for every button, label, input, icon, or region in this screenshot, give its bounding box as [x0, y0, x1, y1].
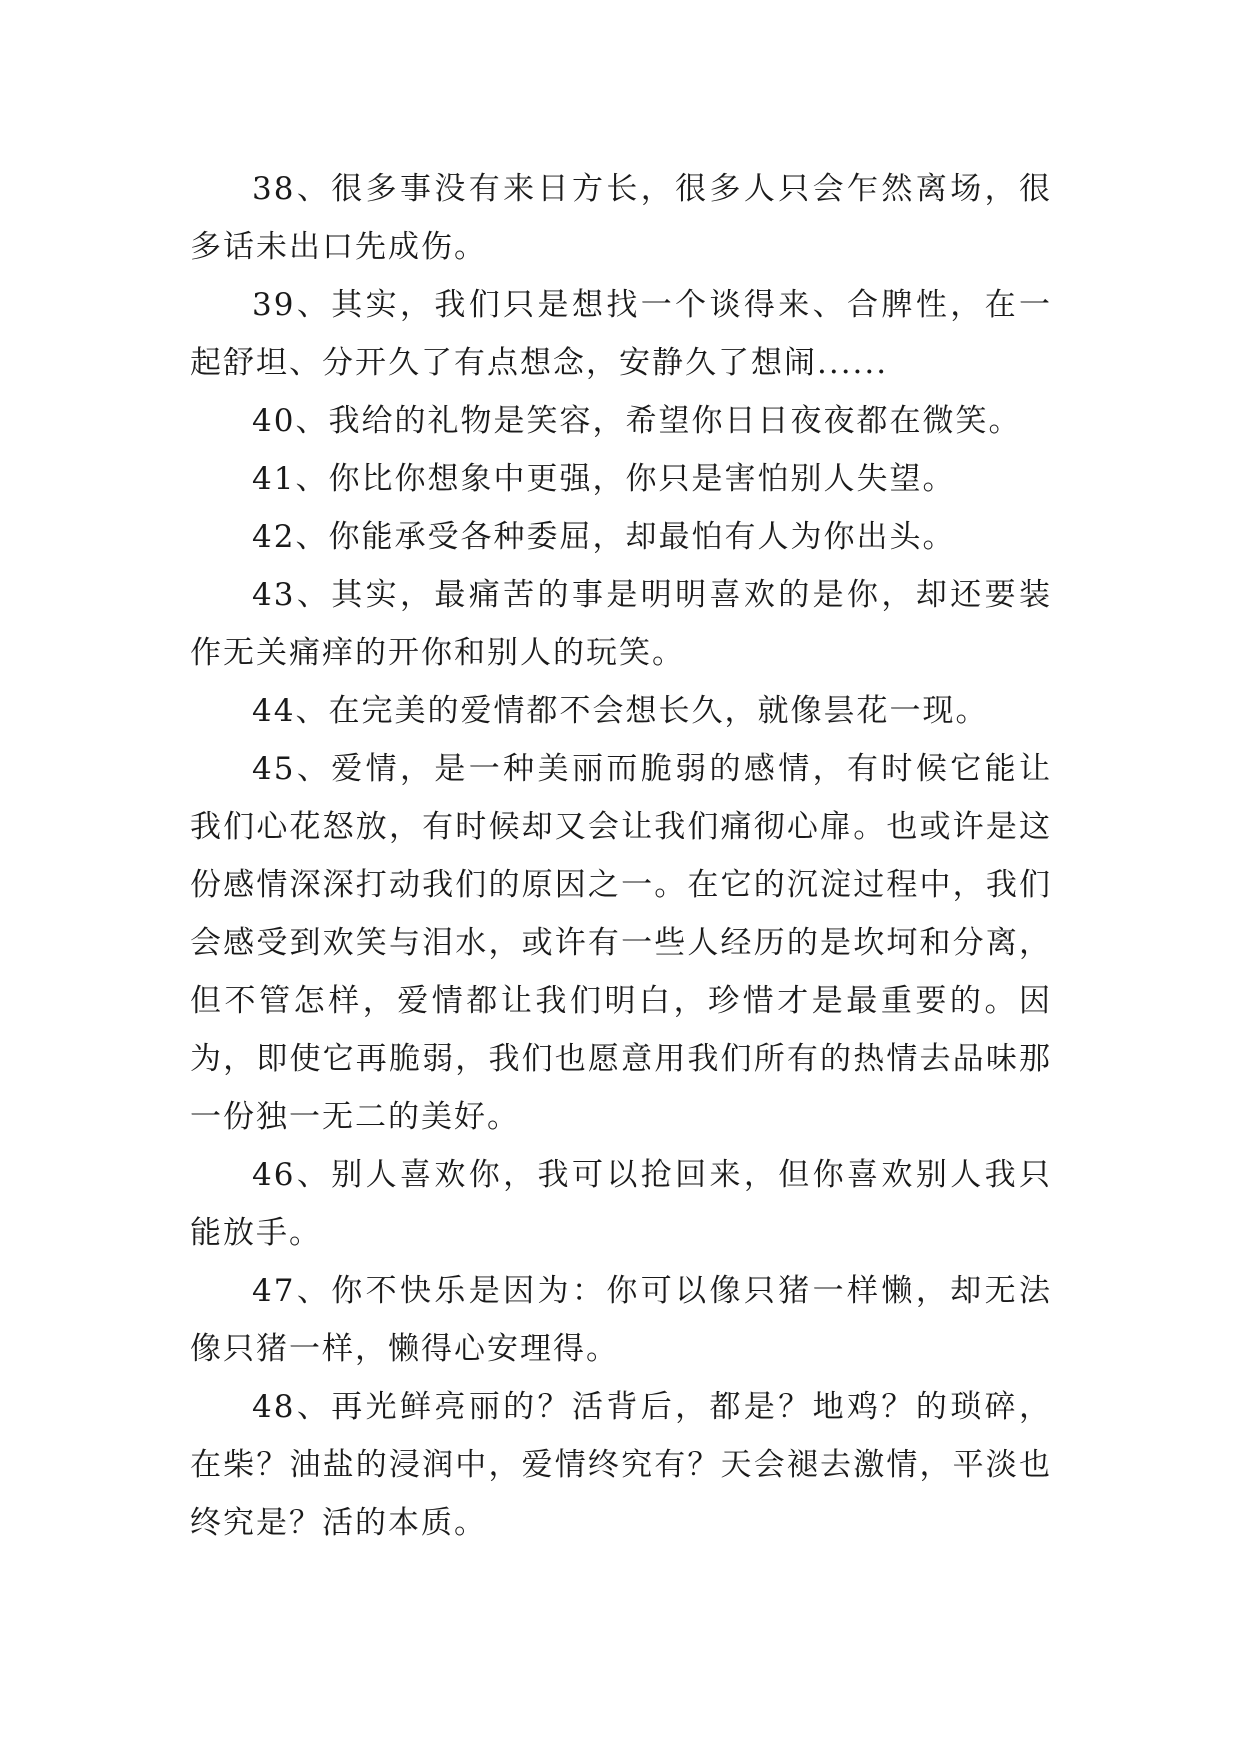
- paragraph-47: 47、你不快乐是因为：你可以像只猪一样懒，却无法像只猪一样，懒得心安理得。: [190, 1273, 1052, 1367]
- paragraph-48: 48、再光鲜亮丽的？活背后，都是？地鸡？的琐碎，在柴？油盐的浸润中，爱情终究有？天会褪去激情，平淡也终究是？活的本质。: [190, 1389, 1052, 1541]
- paragraph-42: 42、你能承受各种委屈，却最怕有人为你出头。: [252, 519, 956, 555]
- paragraph-40: 40、我给的礼物是笑容，希望你日日夜夜都在微笑。: [252, 403, 1022, 439]
- paragraph-39: 39、其实，我们只是想找一个谈得来、合脾性，在一起舒坦、分开久了有点想念，安静久了想闹......: [190, 287, 1052, 381]
- paragraph-44: 44、在完美的爱情都不会想长久，就像昙花一现。: [252, 693, 989, 729]
- paragraph-46: 46、别人喜欢你，我可以抢回来，但你喜欢别人我只能放手。: [190, 1157, 1052, 1251]
- paragraph-38: 38、很多事没有来日方长，很多人只会乍然离场，很多话未出口先成伤。: [190, 171, 1052, 265]
- document-body: [190, 160, 1052, 1552]
- paragraph-43: 43、其实，最痛苦的事是明明喜欢的是你，却还要装作无关痛痒的开你和别人的玩笑。: [190, 577, 1052, 671]
- paragraph-41: 41、你比你想象中更强，你只是害怕别人失望。: [252, 461, 956, 497]
- paragraph-45: 45、爱情，是一种美丽而脆弱的感情，有时候它能让我们心花怒放，有时候却又会让我们痛彻心扉。也或许是这份感情深深打动我们的原因之一。在它的沉淀过程中，我们会感受到欢笑与泪水，或许有一些人经历的是坎坷和分离，但不管怎样，爱情都让我们明白，珍惜才是最重要的。因为，即使它再脆弱，我们也愿意用我们所有的热情去品味那一份独一无二的美好。: [190, 751, 1052, 1135]
